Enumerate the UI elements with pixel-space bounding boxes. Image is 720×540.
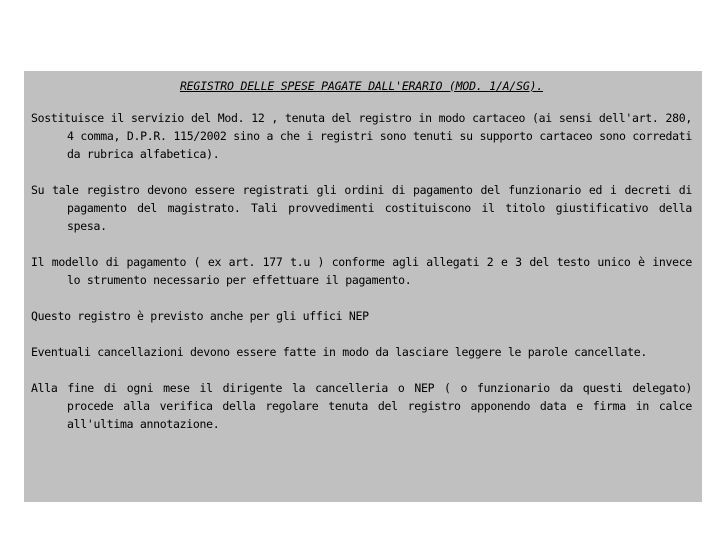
paragraph-cancellazioni: Eventuali cancellazioni devono essere fatte in modo da lasciare leggere le parole cancellate. [31,345,647,359]
paragraph-verifica-mensile: Alla fine di ogni mese il dirigente la cancelleria o NEP ( o funzionario da questi delegato) procede alla verifica della regolare tenuta del registro apponendo data e firma in calce all'ultima annotazione. [31,381,692,431]
document-title: REGISTRO DELLE SPESE PAGATE DALL'ERARIO (MOD. 1/A/SG). [179,79,544,93]
paragraph-uffici-nep: Questo registro è previsto anche per gli uffici NEP [31,309,369,323]
content-panel [24,71,702,502]
paragraph-modello-pagamento: Il modello di pagamento ( ex art. 177 t.u ) conforme agli allegati 2 e 3 del testo unico è invece lo strumento necessario per effettuare il pagamento. [31,255,692,287]
paragraph-sostituisce: Sostituisce il servizio del Mod. 12 , tenuta del registro in modo cartaceo (ai sensi dell'art. 280, 4 comma, D.P.R. 115/2002 sino a che i registri sono tenuti su supporto cartaceo sono corredati da rubrica alfabetica). [31,111,692,161]
paragraph-registrati: Su tale registro devono essere registrati gli ordini di pagamento del funzionario ed i decreti di pagamento del magistrato. Tali provvedimenti costituiscono il titolo giustificativo della spesa. [31,183,692,233]
